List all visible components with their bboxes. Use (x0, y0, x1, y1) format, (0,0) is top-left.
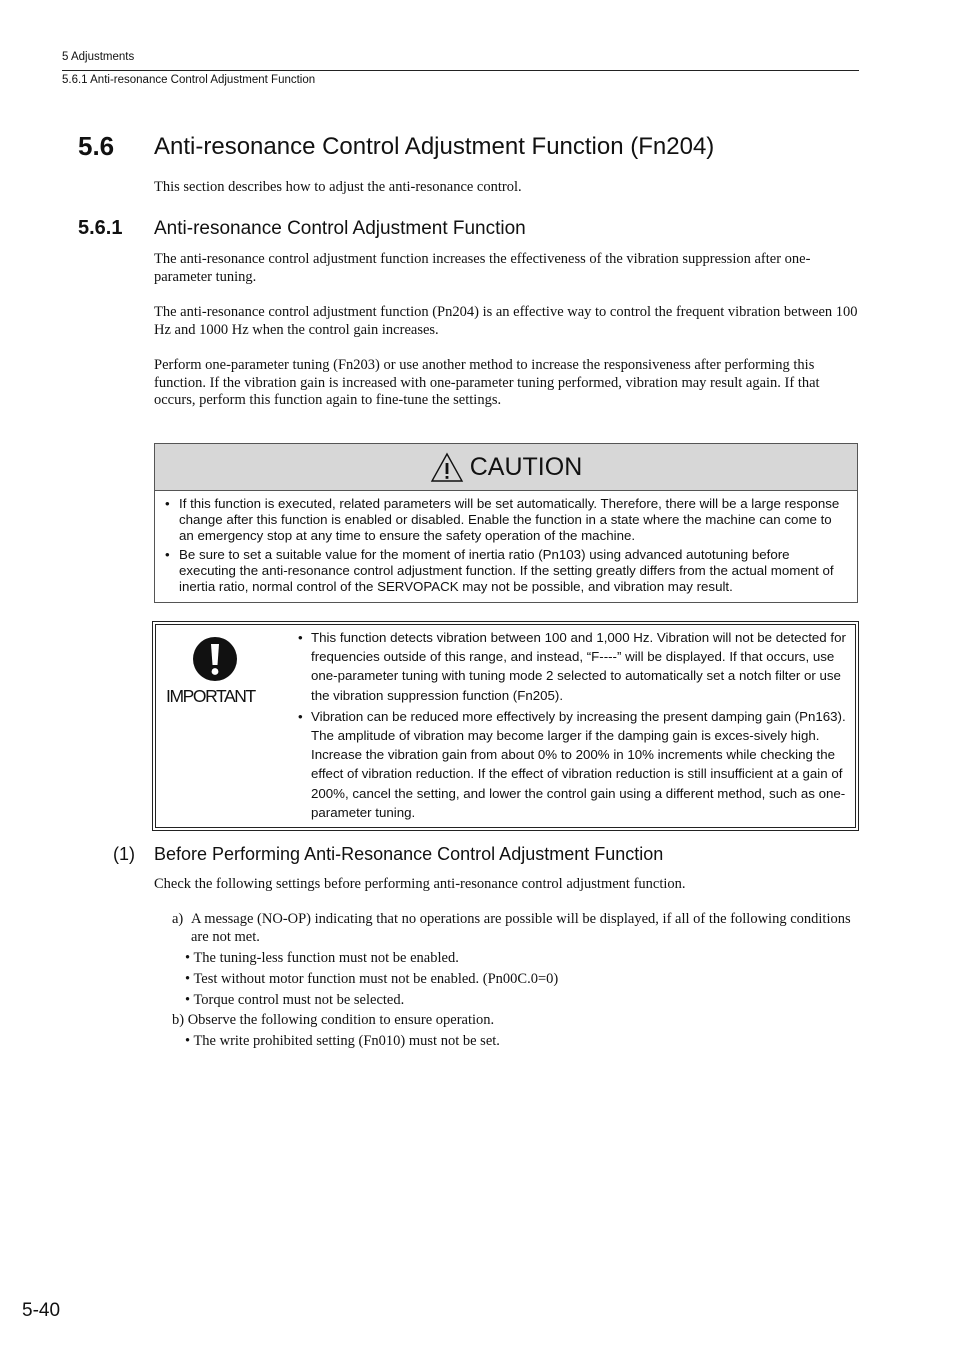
subsection-number: 5.6.1 (78, 217, 123, 239)
running-header-chapter: 5 Adjustments (62, 51, 135, 63)
section-intro: This section describes how to adjust the anti-resonance control. (154, 179, 522, 195)
paragraph: The anti-resonance control adjustment function increases the effectiveness of the vibration suppression after one-parameter tuning. (154, 251, 811, 285)
procedure-intro: Check the following settings before performing anti-resonance control adjustment function. (154, 876, 686, 892)
running-header-section: 5.6.1 Anti-resonance Control Adjustment Function (62, 74, 316, 86)
condition-a-item: • The tuning-less function must not be enabled. (185, 950, 459, 966)
condition-b-text: b) Observe the following condition to ensure operation. (172, 1012, 495, 1028)
condition-b-item: • The write prohibited setting (Fn010) must not be set. (185, 1033, 500, 1049)
caution-item: • Be sure to set a suitable value for the moment of inertia ratio (Pn103) using advanced autotuning before executing the anti-resonance control adjustment function. If the setting greatly differs from the actual moment of inertia ratio, normal control of the SERVOPACK may not be possible, and vibration may result. (165, 546, 834, 595)
important-item: • This function detects vibration between 100 and 1,000 Hz. Vibration will not be detected for frequencies outside of this range, and instead, “F----” will be displayed. If that occurs, use one-parameter tuning with tuning mode 2 selected to automatically set a notch filter or use the vibration suppression function (Fn205). (298, 630, 846, 703)
condition-a-item: • Test without motor function must not be enabled. (Pn00C.0=0) (185, 971, 559, 987)
section-title: Anti-resonance Control Adjustment Function (Fn204) (154, 133, 715, 160)
page-number: 5-40 (22, 1300, 61, 1321)
condition-a-label: a) (172, 911, 184, 927)
subsection-title: Anti-resonance Control Adjustment Function (154, 218, 526, 239)
paragraph: Perform one-parameter tuning (Fn203) or use another method to increase the responsiveness after performing this function. If the vibration gain is increased with one-parameter tuning performed, vibration may result again. If that occurs, perform this function again to fine-tune the settings. (154, 357, 820, 408)
warning-triangle-icon (430, 452, 464, 483)
caution-item: • If this function is executed, related parameters will be set automatically. Therefore, there will be a large response change after this function is enabled or disabled. Enable the function in a state where the machine can come to an emergency stop at any time to ensure the safety operation of the machine. (165, 496, 840, 544)
section-number: 5.6 (78, 131, 115, 161)
paragraph: The anti-resonance control adjustment function (Pn204) is an effective way to control the frequent vibration between 100 Hz and 1000 Hz when the control gain increases. (154, 304, 858, 338)
header-rule (62, 70, 859, 71)
caution-box (154, 443, 858, 603)
procedure-title: Before Performing Anti-Resonance Control Adjustment Function (154, 844, 664, 864)
important-box (152, 621, 859, 831)
important-item: • Vibration can be reduced more effectively by increasing the present damping gain (Pn163). The amplitude of vibration may become larger if the damping gain is exces-sively high. Increase the vibration gain from about 0% to 200% in 10% increments while checking the effect of vibration reduction. If the effect of vibration reduction is still insufficient at a gain of 200%, cancel the setting, and lower the control gain using a different method, such as one-parameter tuning. (298, 708, 846, 820)
exclamation-icon (193, 637, 237, 681)
important-label: IMPORTANT (166, 686, 255, 706)
procedure-number: (1) (113, 844, 135, 864)
caution-title: CAUTION (469, 452, 583, 481)
condition-a-text: A message (NO-OP) indicating that no operations are possible will be displayed, if all of the following conditions are not met. (191, 911, 851, 945)
caution-header (155, 444, 857, 491)
condition-a-item: • Torque control must not be selected. (185, 992, 405, 1008)
condition-a (172, 911, 862, 946)
